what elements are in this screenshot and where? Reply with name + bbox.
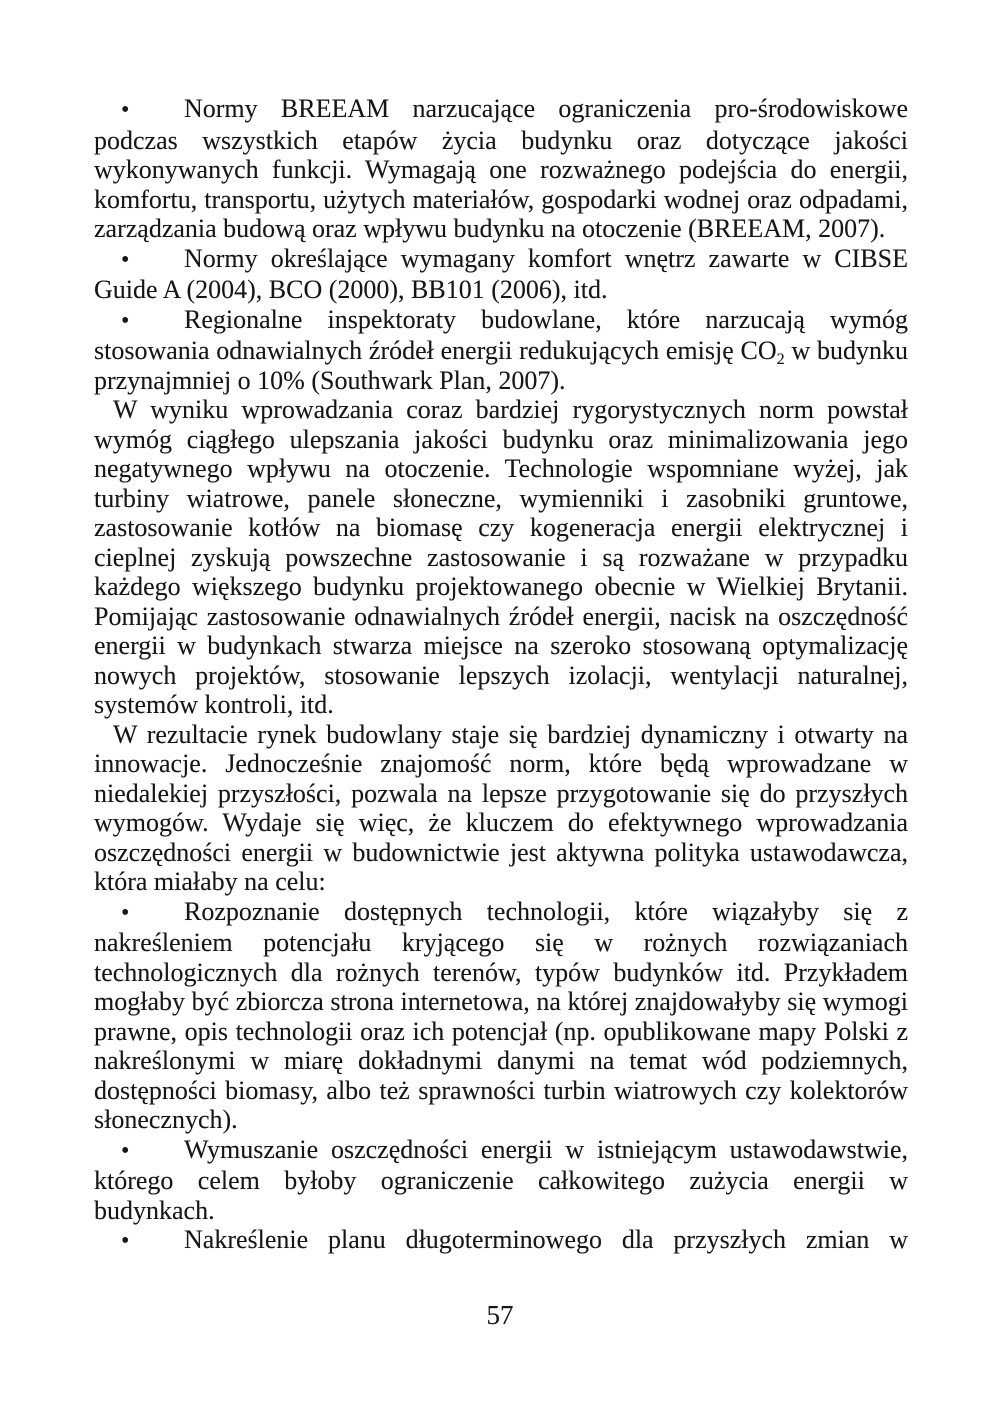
- page-number: 57: [486, 1300, 514, 1330]
- bullet-text: Wymuszanie oszczędności energii w istniejącym ustawodawstwie, którego celem byłoby ograniczenie całkowitego zużycia energii w budynkach.: [94, 1134, 908, 1225]
- bullet-icon: •: [121, 899, 130, 926]
- bullet-text: Regionalne inspektoraty budowlane, które narzucają wymóg stosowania odnawialnych źródeł energii redukujących emisję CO: [94, 304, 908, 365]
- bullet-item-rozpoznanie: [94, 897, 908, 1135]
- bullet-icon: •: [121, 1137, 130, 1164]
- bullet-text: Nakreślenie planu długoterminowego dla przyszłych zmian w: [184, 1225, 908, 1254]
- bullet-item-cibse: [94, 244, 908, 305]
- paragraph-rynek-budowlany: W rezultacie rynek budowlany staje się bardziej dynamiczny i otwarty na innowacje. Jednocześnie znajomość norm, które będą wprowadzane w niedalekiej przyszłości, pozwala na lepsze przygotowanie się do przyszłych wymogów. Wydaje się więc, że kluczem do efektywnego wprowadzania oszczędności energii w budownictwie jest aktywna polityka ustawodawcza, która miałaby na celu:: [94, 719, 908, 896]
- bullet-text: Normy BREEAM narzucające ograniczenia pro-środowiskowe podczas wszystkich etapów życia budynku oraz dotyczące jakości wykonywanych funkcji. Wymagają one rozważnego podejścia do energii, komfortu, transportu, użytych materiałów, gospodarki wodnej oraz odpadami, zarządzania budową oraz wpływu budynku na otoczenie (BREEAM, 2007).: [94, 94, 908, 243]
- bullet-text: Rozpoznanie dostępnych technologii, które wiązałyby się z nakreśleniem potencjału kryjącego się w rożnych rozwiązaniach technologicznych dla rożnych terenów, typów budynków itd. Przykładem mogłaby być zbiorcza strona internetowa, na której znajdowałyby się wymogi prawne, opis technologii oraz ich potencjał (np. opublikowane mapy Polski z nakreślonymi w miarę dokładnymi danymi na temat wód podziemnych, dostępności biomasy, albo też sprawności turbin wiatrowych czy kolektorów słonecznych).: [94, 896, 908, 1134]
- paragraph-normy-rygorystyczne: W wyniku wprowadzania coraz bardziej rygorystycznych norm powstał wymóg ciągłego ulepszania jakości budynku oraz minimalizowania jego negatywnego wpływu na otoczenie. Technologie wspomniane wyżej, jak turbiny wiatrowe, panele słoneczne, wymienniki i zasobniki gruntowe, zastosowanie kotłów na biomasę czy kogeneracja energii elektrycznej i cieplnej zyskują powszechne zastosowanie i są rozważane w przypadku każdego większego budynku projektowanego obecnie w Wielkiej Brytanii. Pomijając zastosowanie odnawialnych źródeł energii, nacisk na oszczędność energii w budynkach stwarza miejsce na szeroko stosowaną optymalizację nowych projektów, stosowanie lepszych izolacji, wentylacji naturalnej, systemów kontroli, itd.: [94, 395, 908, 719]
- bullet-item-wymuszanie: [94, 1135, 908, 1226]
- bullet-icon: •: [121, 97, 130, 123]
- bullet-item-nakreslenie: [94, 1225, 908, 1257]
- bullet-text: Normy określające wymagany komfort wnętrz zawarte w CIBSE Guide A (2004), BCO (2000), BB101 (2006), itd.: [94, 243, 908, 304]
- bullet-text: w budynku przynajmniej o 10% (Southwark Plan, 2007).: [94, 336, 908, 395]
- bullet-icon: •: [121, 307, 130, 334]
- co2-subscript: 2: [776, 350, 785, 368]
- bullet-icon: •: [121, 246, 130, 273]
- bullet-item-inspektoraty: [94, 305, 908, 396]
- bullet-icon: •: [121, 1228, 130, 1254]
- bullet-item-breeam: [94, 94, 908, 244]
- page-content: [94, 94, 908, 1257]
